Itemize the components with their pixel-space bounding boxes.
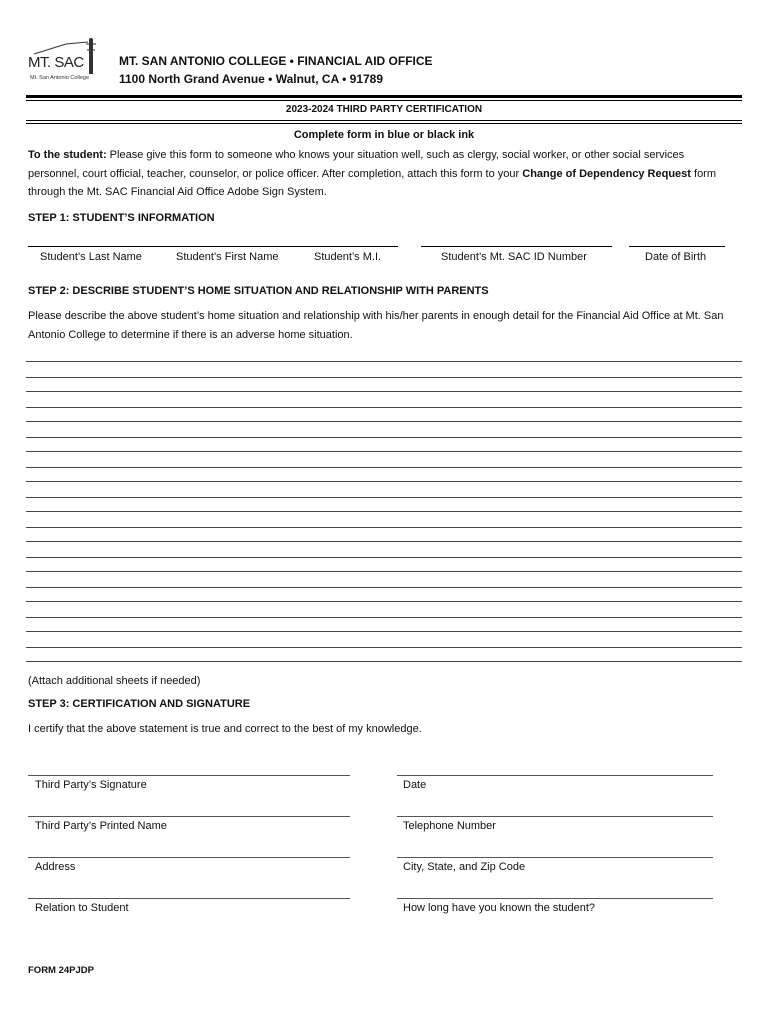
label-known-duration: How long have you known the student? — [403, 902, 596, 914]
intro-text-2: form through the Mt. SAC Financial Aid Office Adobe Sign System. — [28, 167, 717, 198]
writing-line[interactable] — [26, 467, 742, 468]
field-first-name: Student’s First Name — [176, 251, 279, 263]
intro-paragraph — [28, 146, 728, 202]
intro-lead: To the student: — [28, 149, 107, 161]
header-divider-thin — [26, 100, 742, 101]
student-name-line[interactable] — [28, 246, 398, 247]
writing-line[interactable] — [26, 511, 742, 512]
writing-line[interactable] — [26, 571, 742, 572]
form-title: 2023-2024 THIRD PARTY CERTIFICATION — [285, 104, 483, 115]
relation-line[interactable] — [28, 898, 350, 899]
logo-text: MT. SAC — [28, 54, 84, 71]
label-relation: Relation to Student — [35, 902, 129, 914]
step2-instructions: Please describe the above student’s home situation and relationship with his/her parents in enough detail for the Financial Aid Office at Mt. San Antonio College to determine if there is an adverse home situation. — [28, 310, 724, 341]
city-state-zip-line[interactable] — [397, 857, 713, 858]
writing-line[interactable] — [26, 661, 742, 662]
writing-line[interactable] — [26, 601, 742, 602]
printed-name-line[interactable] — [28, 816, 350, 817]
writing-line[interactable] — [26, 557, 742, 558]
header-divider — [26, 95, 742, 98]
college-logo — [26, 38, 100, 90]
writing-line[interactable] — [26, 631, 742, 632]
writing-line[interactable] — [26, 407, 742, 408]
step3-heading: STEP 3: CERTIFICATION AND SIGNATURE — [28, 698, 251, 710]
student-id-line[interactable] — [421, 246, 612, 247]
label-signature: Third Party’s Signature — [35, 779, 147, 791]
ink-note: Complete form in blue or black ink — [293, 129, 475, 141]
writing-line[interactable] — [26, 361, 742, 362]
form-number: FORM 24PJDP — [28, 965, 94, 976]
field-last-name: Student’s Last Name — [40, 251, 142, 263]
date-line[interactable] — [397, 775, 713, 776]
label-date: Date — [403, 779, 427, 791]
attach-note: (Attach additional sheets if needed) — [28, 675, 201, 687]
known-duration-line[interactable] — [397, 898, 713, 899]
step1-heading: STEP 1: STUDENT’S INFORMATION — [28, 212, 215, 224]
writing-line[interactable] — [26, 481, 742, 482]
intro-text-1: Please give this form to someone who knows your situation well, such as clergy, social worker, or other social services personnel, court official, teacher, counselor, or police officer. After completion, attach this form to your — [28, 149, 685, 180]
address-line[interactable] — [28, 857, 350, 858]
writing-line[interactable] — [26, 437, 742, 438]
office-address: 1100 North Grand Avenue • Walnut, CA • 91789 — [119, 72, 384, 86]
label-printed-name: Third Party’s Printed Name — [35, 820, 167, 832]
field-student-id: Student’s Mt. SAC ID Number — [441, 251, 587, 263]
certification-statement: I certify that the above statement is true and correct to the best of my knowledge. — [28, 723, 422, 735]
telephone-line[interactable] — [397, 816, 713, 817]
field-middle-initial: Student’s M.I. — [314, 251, 382, 263]
step2-heading: STEP 2: DESCRIBE STUDENT’S HOME SITUATION AND RELATIONSHIP WITH PARENTS — [28, 285, 489, 297]
writing-line[interactable] — [26, 587, 742, 588]
writing-line[interactable] — [26, 527, 742, 528]
label-city-state-zip: City, State, and Zip Code — [403, 861, 526, 873]
writing-line[interactable] — [26, 451, 742, 452]
writing-line[interactable] — [26, 497, 742, 498]
signature-line[interactable] — [28, 775, 350, 776]
title-divider — [26, 120, 742, 121]
logo-subtitle: Mt. San Antonio College — [30, 75, 90, 81]
field-date-of-birth: Date of Birth — [645, 251, 707, 263]
writing-line[interactable] — [26, 617, 742, 618]
label-address: Address — [35, 861, 76, 873]
dob-line[interactable] — [629, 246, 725, 247]
writing-line[interactable] — [26, 647, 742, 648]
office-name: MT. SAN ANTONIO COLLEGE • FINANCIAL AID OFFICE — [119, 54, 433, 68]
intro-bold-request: Change of Dependency Request — [522, 167, 691, 180]
label-telephone: Telephone Number — [403, 820, 496, 832]
writing-line[interactable] — [26, 377, 742, 378]
title-divider-2 — [26, 123, 742, 124]
writing-line[interactable] — [26, 541, 742, 542]
writing-line[interactable] — [26, 421, 742, 422]
writing-line[interactable] — [26, 391, 742, 392]
